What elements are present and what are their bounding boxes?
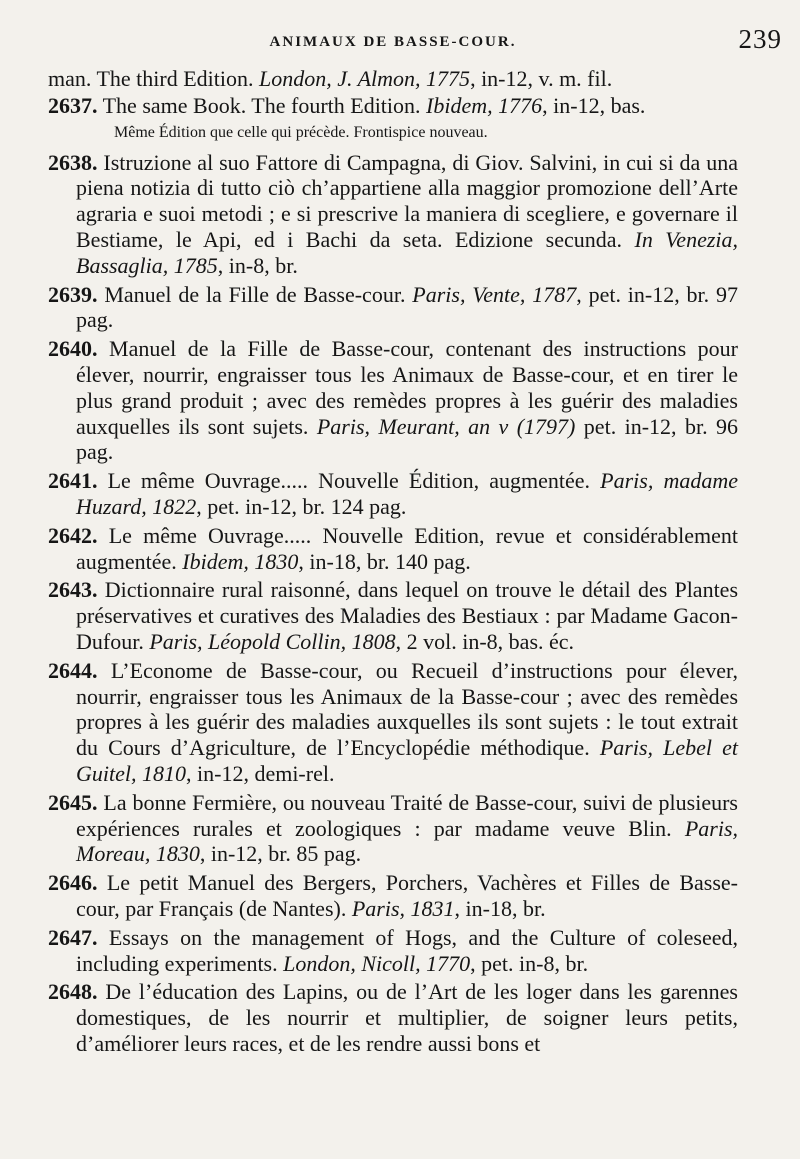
- catalogue-entry-2646: [48, 870, 738, 922]
- entry-text: Manuel de la Fille de Basse-cour, contenant des instructions pour élever, nourrir, engraisser tous les Animaux de Basse-cour, et en tirer le plus grand produit ; avec des remèdes propres à les guérir des maladies auxquelles ils sont sujets.: [76, 336, 738, 439]
- entry-number: 2644.: [48, 657, 98, 683]
- entry-format: pet. in-12, br. 96 pag.: [76, 413, 739, 465]
- catalogue-entry-2640: [48, 336, 738, 465]
- catalogue-entry-2639: [48, 282, 738, 334]
- entry-imprint: Paris, 1831: [351, 895, 455, 921]
- entry-text: Le petit Manuel des Bergers, Porchers, Vachères et Filles de Basse-cour, par Français (de Nantes).: [76, 870, 739, 921]
- entry-text: man. The third Edition.: [48, 66, 254, 91]
- entry-number: 2638.: [48, 149, 98, 175]
- entry-note: Même Édition que celle qui précède. Frontispice nouveau.: [114, 123, 488, 141]
- entry-text: Essays on the management of Hogs, and the Culture of coleseed, including experiments.: [76, 924, 739, 976]
- entry-format: , in-12, v. m. fil.: [470, 66, 613, 91]
- entry-imprint: Ibidem, 1776: [426, 92, 543, 118]
- entry-imprint: In Venezia, Bassaglia, 1785: [76, 226, 739, 278]
- entry-number: 2637.: [48, 92, 98, 118]
- entry-number: 2639.: [48, 281, 98, 307]
- entry-number: 2640.: [48, 336, 98, 362]
- entry-text: Le même Ouvrage..... Nouvelle Édition, augmentée.: [107, 468, 591, 494]
- entry-imprint: Paris, Moreau, 1830: [76, 815, 739, 867]
- entry-format: , pet. in-12, br. 97 pag.: [76, 281, 739, 333]
- catalogue-entry-2644: [48, 658, 738, 787]
- entry-number: 2642.: [48, 522, 98, 548]
- entry-format: , 2 vol. in-8, bas. éc.: [395, 628, 575, 654]
- running-head: [48, 24, 782, 58]
- entry-format: , pet. in-12, br. 124 pag.: [196, 493, 407, 519]
- catalogue-entry-2645: [48, 790, 738, 867]
- entry-format: , pet. in-8, br.: [470, 950, 589, 976]
- catalogue-entry-2637: [48, 93, 738, 119]
- catalogue-entry-2638: [48, 150, 738, 279]
- catalogue-entries: [48, 66, 738, 1057]
- entry-imprint: London, J. Almon, 1775: [259, 66, 471, 91]
- entry-text: La bonne Fermière, ou nouveau Traité de Basse-cour, suivi de plusieurs expériences rurales et zoologiques : par madame veuve Blin.: [76, 789, 738, 841]
- page-number: 239: [738, 24, 782, 54]
- entry-number: 2648.: [48, 979, 98, 1005]
- entry-text: De l’éducation des Lapins, ou de l’Art de les loger dans les garennes domestiques, de les nourrir et multiplier, de soigner leurs petits, d’améliorer leurs races, et de les rendre aussi bons et: [76, 979, 738, 1056]
- entry-text: Le même Ouvrage..... Nouvelle Edition, revue et considérablement augmentée.: [76, 522, 738, 574]
- entry-number: 2646.: [48, 870, 98, 896]
- entry-text: L’Econome de Basse-cour, ou Recueil d’instructions pour élever, nourrir, engraisser tous les Animaux de la Basse-cour ; avec des remèdes propres à les guérir des maladies auxquelles ils sont sujets : le tout extrait du Cours d’Agriculture, de l’Encyclopédie méthodique.: [76, 657, 739, 761]
- entry-format: , in-12, br. 85 pag.: [199, 841, 362, 867]
- entry-text: Dictionnaire rural raisonné, dans lequel on trouve le détail des Plantes préservatives et curatives des Maladies des Bestiaux : par Madame Gacon-Dufour.: [76, 577, 739, 654]
- entry-imprint: Paris, Vente, 1787: [412, 281, 577, 307]
- entry-imprint: Paris, Léopold Collin, 1808: [149, 628, 396, 654]
- entry-number: 2643.: [48, 577, 98, 603]
- catalogue-entry-2647: [48, 925, 738, 977]
- entry-format: , in-18, br. 140 pag.: [298, 548, 471, 574]
- entry-imprint: Paris, Meurant, an v (1797): [316, 413, 576, 439]
- running-title: ANIMAUX DE BASSE-COUR.: [269, 34, 517, 50]
- catalogue-entry-2648: [48, 979, 738, 1056]
- entry-number: 2641.: [48, 468, 98, 494]
- entry-imprint: Paris, madame Huzard, 1822: [76, 468, 738, 519]
- catalogue-entry-2642: [48, 523, 738, 575]
- entry-text: The same Book. The fourth Edition.: [102, 92, 421, 118]
- entry-format: , in-18, br.: [454, 895, 546, 921]
- catalogue-entry-2641: [48, 468, 738, 520]
- entry-format: , in-8, br.: [217, 252, 298, 278]
- catalogue-entry-continued: [48, 66, 738, 92]
- entry-imprint: Paris, Lebel et Guitel, 1810: [76, 735, 738, 786]
- entry-format: , in-12, bas.: [542, 92, 646, 118]
- entry-imprint: Ibidem, 1830: [182, 548, 299, 574]
- entry-text: Manuel de la Fille de Basse-cour.: [104, 281, 406, 307]
- entry-format: , in-12, demi-rel.: [186, 760, 335, 786]
- catalogue-entry-2643: [48, 577, 738, 654]
- entry-imprint: London, Nicoll, 1770: [283, 950, 471, 976]
- entry-number: 2645.: [48, 789, 98, 815]
- entry-text: Istruzione al suo Fattore di Campagna, di Giov. Salvini, in cui si da una piena notizia di tutto ciò ch’appartiene alla maggior promozione dell’Arte agraria e suoi metodi ; e si prescrive la maniera di scegliere, e governare il Bestiame, le Api, ed i Bachi da seta. Edizione secunda.: [76, 149, 738, 252]
- entry-number: 2647.: [48, 924, 98, 950]
